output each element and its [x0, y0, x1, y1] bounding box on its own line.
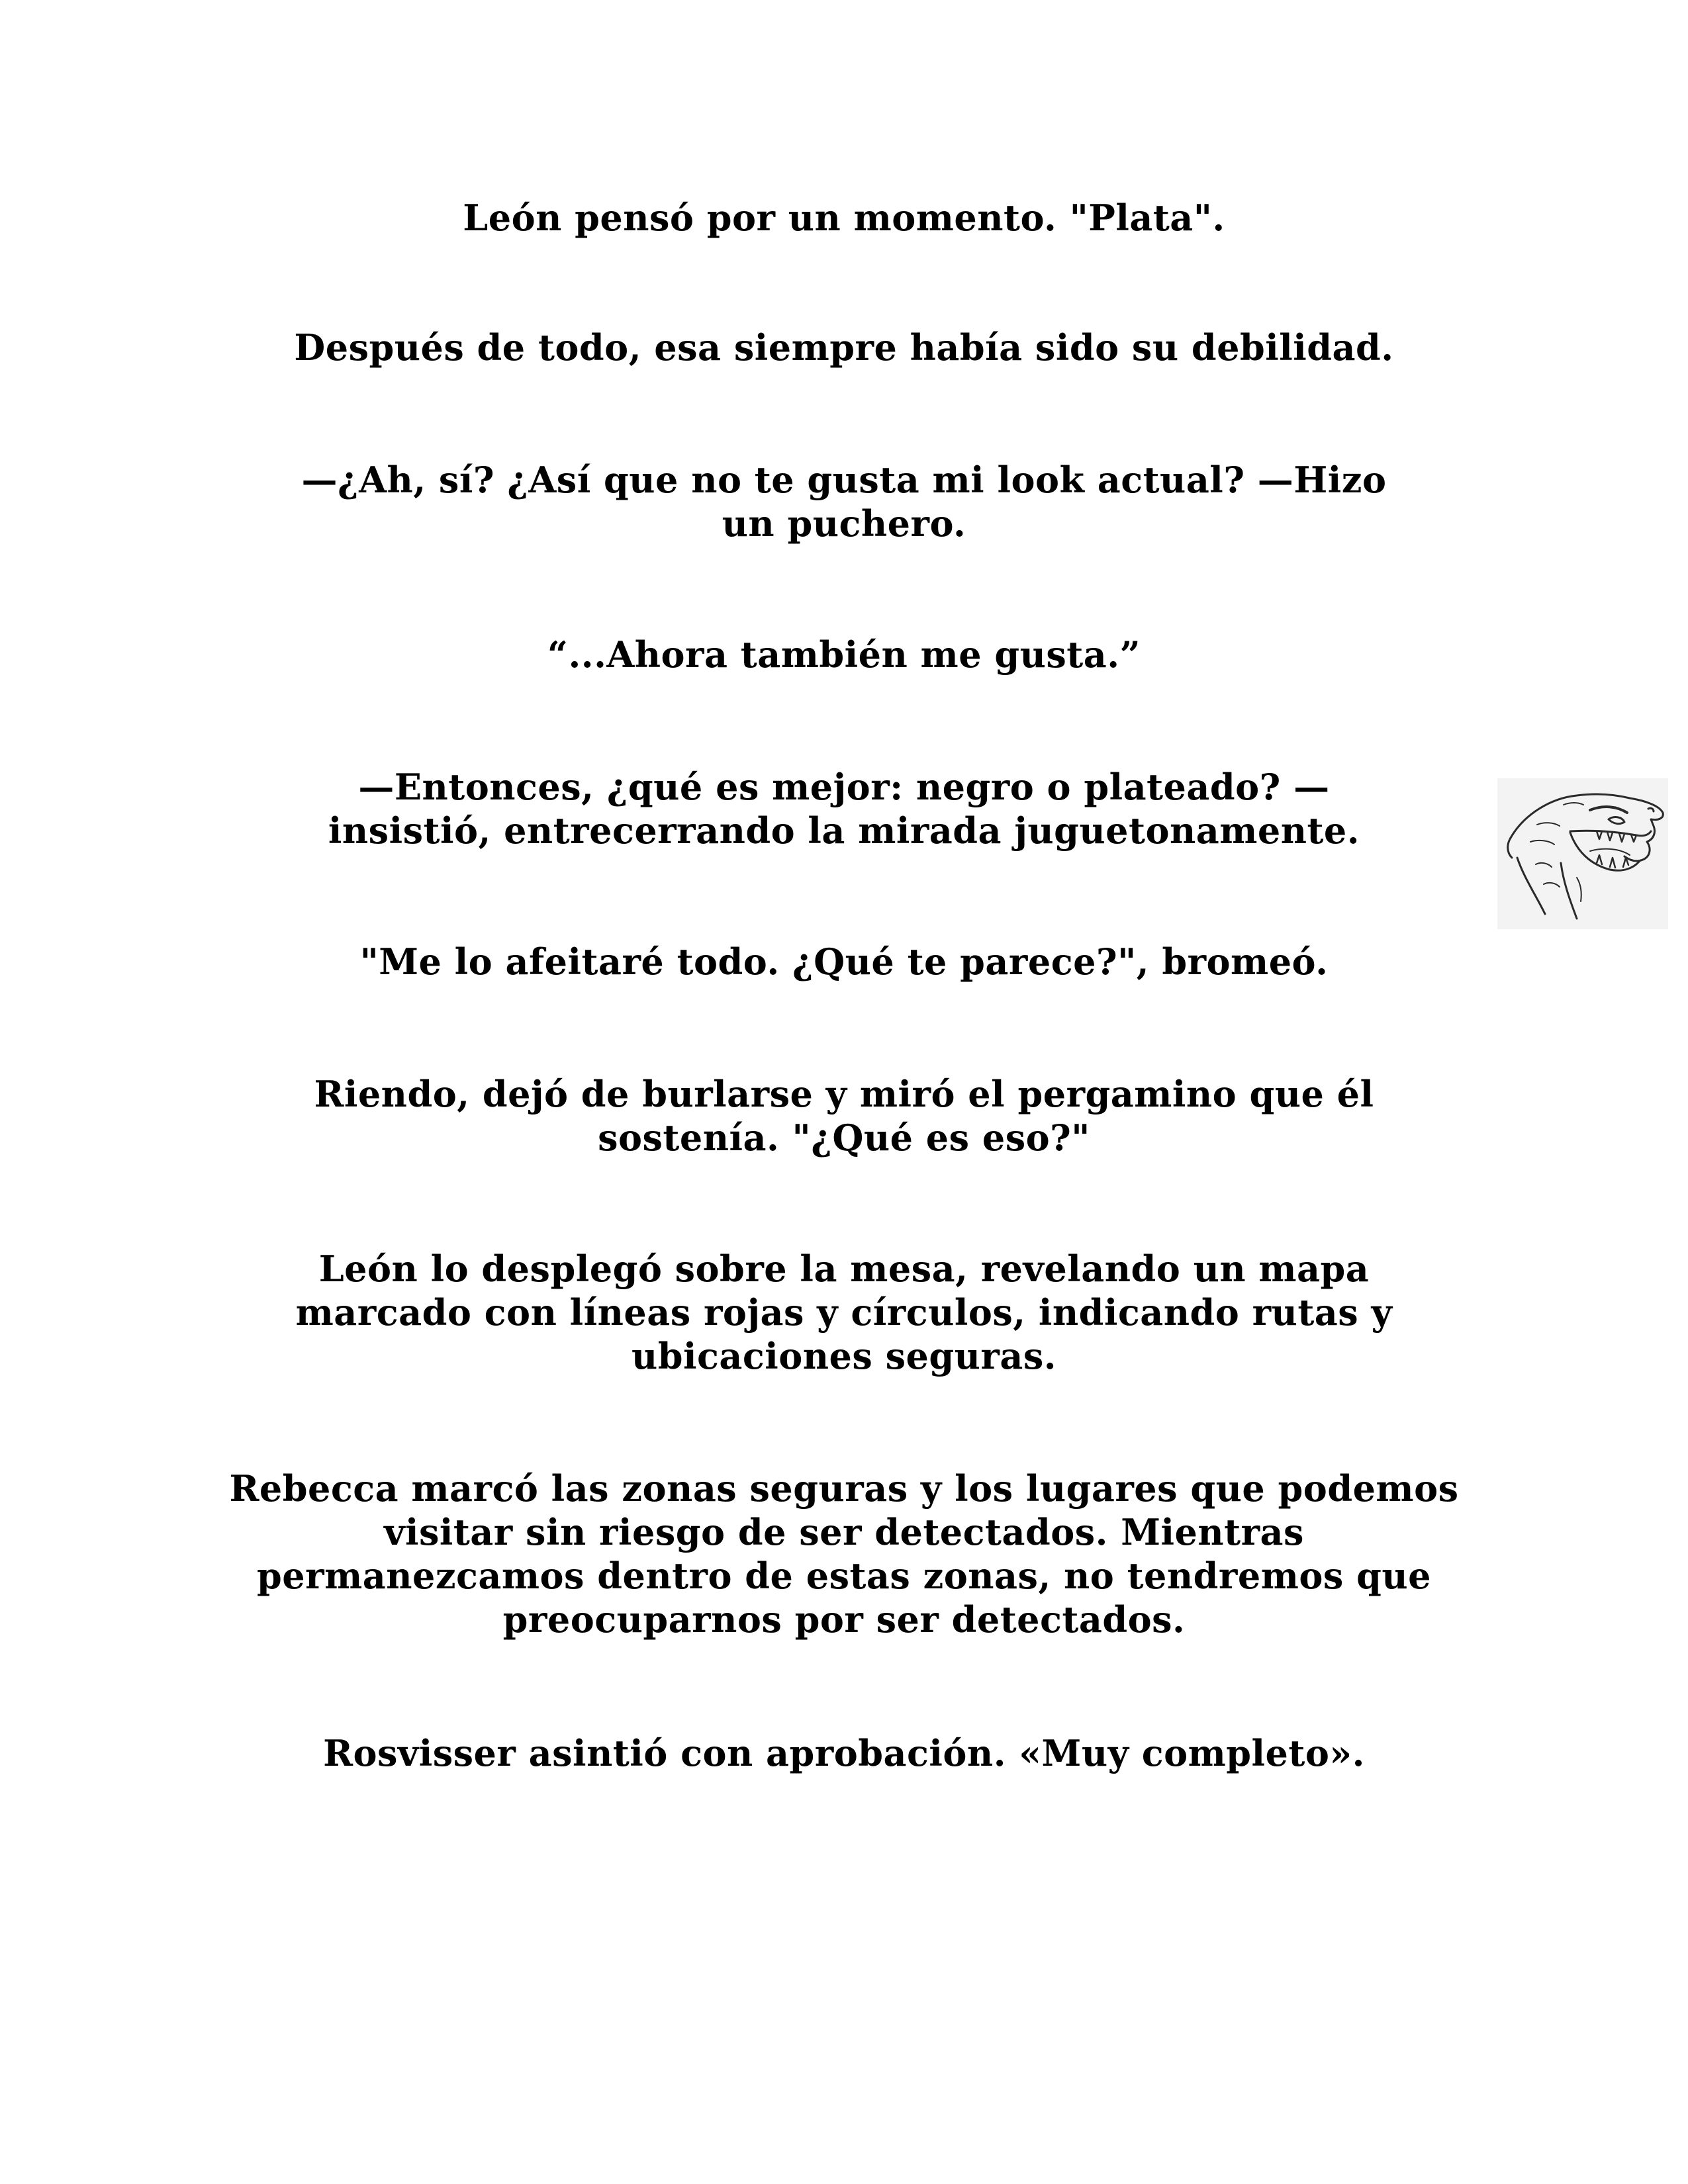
paragraph-3: —¿Ah, sí? ¿Así que no te gusta mi look actual? —Hizo un puchero.	[301, 459, 1387, 545]
paragraph-2: Después de todo, esa siempre había sido su debilidad.	[294, 326, 1394, 369]
paragraph-7: Riendo, dejó de burlarse y miró el pergamino que él sostenía. "¿Qué es eso?"	[314, 1073, 1374, 1159]
paragraph-1: León pensó por un momento. "Plata".	[463, 197, 1225, 239]
paragraph-9: Rebecca marcó las zonas seguras y los lugares que podemos visitar sin riesgo de ser detectados. Mientras permanezcamos dentro de estas zonas, no tendremos que preocuparnos por ser detectados.	[229, 1467, 1459, 1641]
dinosaur-sketch-icon	[1497, 778, 1668, 929]
paragraph-6: "Me lo afeitaré todo. ¿Qué te parece?", bromeó.	[359, 940, 1329, 983]
paragraph-4: “...Ahora también me gusta.”	[547, 633, 1141, 676]
paragraph-8: León lo desplegó sobre la mesa, revelando un mapa marcado con líneas rojas y círculos, indicando rutas y ubicaciones seguras.	[295, 1248, 1393, 1377]
paragraph-10: Rosvisser asintió con aprobación. «Muy completo».	[323, 1732, 1365, 1774]
paragraph-5: —Entonces, ¿qué es mejor: negro o plateado? —insistió, entrecerrando la mirada juguetonamente.	[328, 766, 1360, 852]
